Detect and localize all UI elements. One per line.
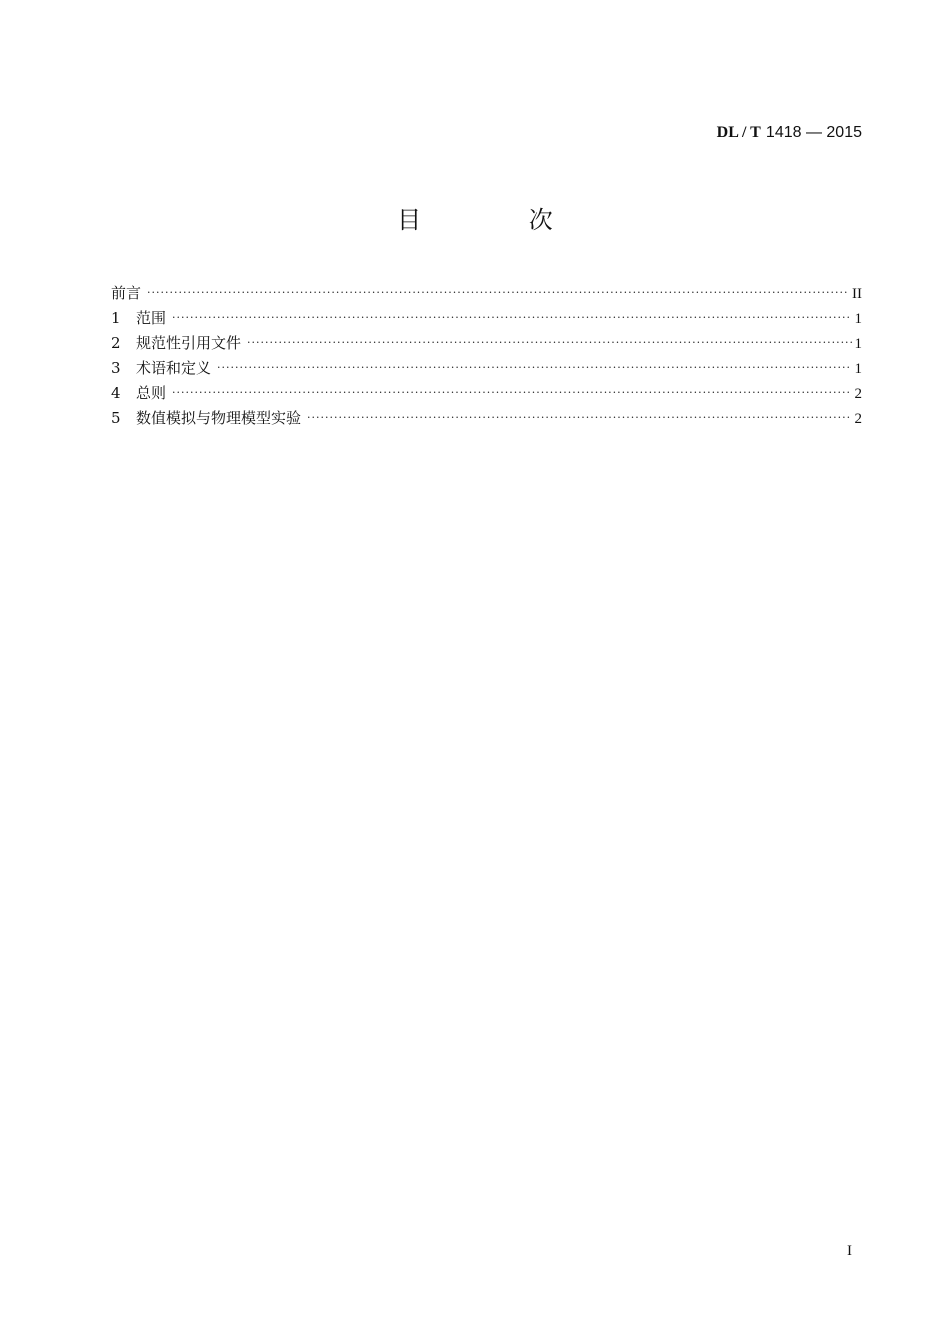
toc-entry-label: 规范性引用文件 <box>136 334 242 352</box>
toc-entry-terms-definitions[interactable] <box>111 357 862 382</box>
toc-entry-page: 1 <box>854 361 862 377</box>
toc-entry-label: 前言 <box>111 284 142 302</box>
toc-leader-dots <box>307 411 851 424</box>
toc-entry-normative-references[interactable] <box>111 332 862 357</box>
toc-leader-dots <box>147 286 849 299</box>
table-of-contents <box>111 282 862 432</box>
toc-entry-foreword[interactable] <box>111 282 862 307</box>
toc-entry-number: 1 <box>111 309 121 327</box>
toc-entry-page: 2 <box>854 386 862 402</box>
toc-leader-dots <box>247 336 851 349</box>
toc-entry-number: 2 <box>111 334 121 352</box>
toc-entry-page: 2 <box>854 411 862 427</box>
toc-entry-number: 4 <box>111 384 121 402</box>
toc-entry-page: II <box>852 286 862 302</box>
standard-number: 1418 — 2015 <box>765 124 862 141</box>
toc-entry-scope[interactable] <box>111 307 862 332</box>
toc-entry-simulation-experiment[interactable] <box>111 407 862 432</box>
toc-leader-dots <box>172 311 851 324</box>
toc-entry-general[interactable] <box>111 382 862 407</box>
toc-entry-page: 1 <box>854 311 862 327</box>
toc-entry-label: 总则 <box>136 384 167 402</box>
toc-entry-page: 1 <box>854 336 862 352</box>
toc-entry-label: 数值模拟与物理模型实验 <box>136 409 302 427</box>
toc-entry-number: 3 <box>111 359 121 377</box>
page-number: I <box>847 1243 852 1259</box>
toc-entry-label: 范围 <box>136 309 167 327</box>
standard-prefix: DL / T <box>716 124 761 141</box>
toc-leader-dots <box>217 361 851 374</box>
standard-code-header <box>717 122 862 142</box>
toc-title: 目 次 <box>397 206 603 234</box>
toc-entry-label: 术语和定义 <box>136 359 212 377</box>
toc-leader-dots <box>172 386 851 399</box>
toc-entry-number: 5 <box>111 409 121 427</box>
